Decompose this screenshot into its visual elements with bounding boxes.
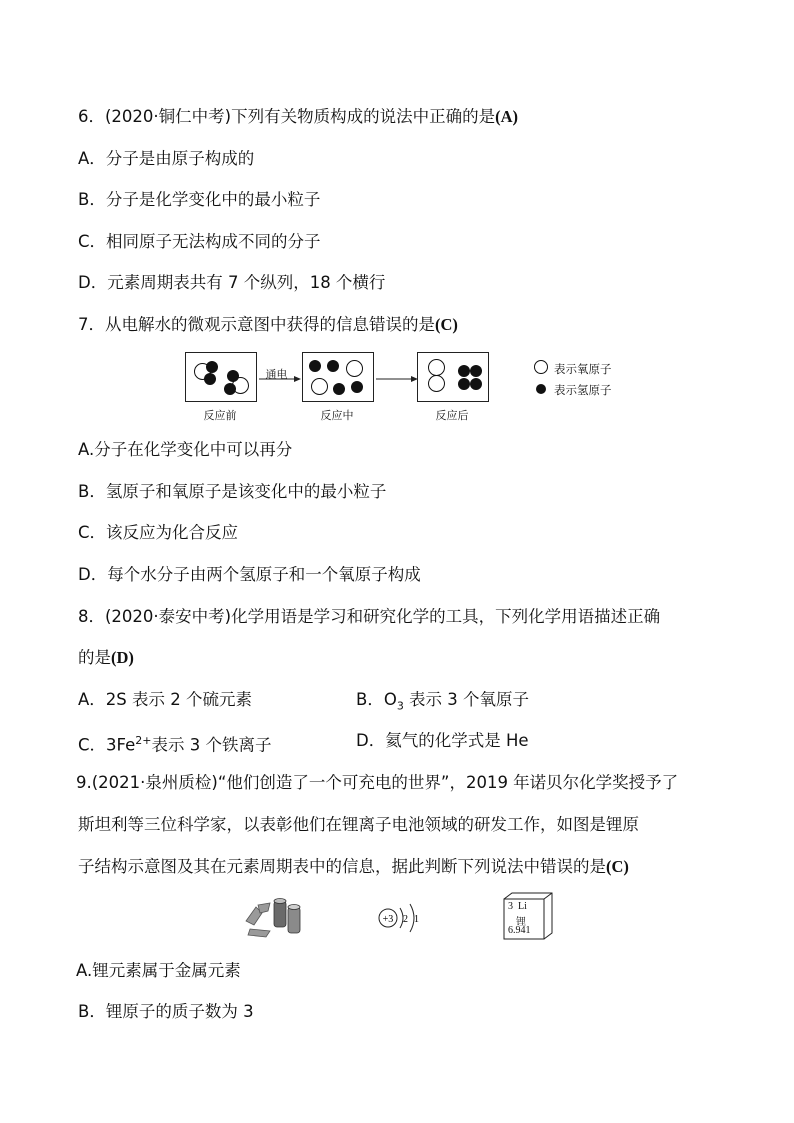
element-number-symbol [508,901,527,912]
element-name: 锂 [516,917,526,928]
q9-stem-line2: 斯坦利等三位科学家，以表彰他们在锂离子电池领域的研发工作，如图是锂原 [78,815,639,834]
hydrogen-atom [309,360,321,372]
battery-recycle-icon [240,893,306,939]
atomic-mass: 6.941 [508,925,531,936]
shell-1-count: 2 [403,914,408,925]
box-before [185,352,257,402]
hydrogen-atom [458,365,470,377]
legend-hydrogen-icon [536,384,546,394]
oxygen-atom [346,360,363,377]
hydrogen-atom [227,370,239,382]
hydrogen-atom [206,361,218,373]
arrow-label: 通电 [265,368,288,381]
q9-answer: (C) [606,857,629,876]
electrolysis-diagram [185,352,625,424]
q8-stem-line1: 8．(2020·泰安中考)化学用语是学习和研究化学的工具，下列化学用语描述正确 [78,607,661,626]
hydrogen-atom [458,378,470,390]
arrow-right-icon [258,374,302,384]
q6-option-a: A．分子是由原子构成的 [78,149,255,168]
caption-during: 反应中 [320,409,354,422]
q9-stem-line3 [78,856,629,878]
q8-option-c-formula: C．3Fe [78,735,136,755]
lithium-atom-structure-diagram [376,900,426,936]
q8-option-d: D．氦气的化学式是 He [356,731,529,750]
q8-text: 的是 [78,648,111,667]
q9-stem-line1: 9.(2021·泉州质检)“他们创造了一个可充电的世界”，2019 年诺贝尔化学奖授予了 [76,773,679,792]
hydrogen-atom [470,378,482,390]
q7-option-a: A.分子在化学变化中可以再分 [78,440,293,459]
q6-option-c: C．相同原子无法构成不同的分子 [78,232,321,251]
legend-hydrogen-label: 表示氢原子 [554,383,612,397]
q7-option-d: D．每个水分子由两个氢原子和一个氧原子构成 [78,565,421,584]
q8-stem-line2 [78,647,134,669]
q6-stem [78,106,518,128]
q7-option-c: C．该反应为化合反应 [78,523,239,542]
oxygen-atom [428,375,445,392]
q7-answer: (C) [435,315,458,334]
q8-option-c-text: 表示 3 个铁离子 [151,735,272,755]
arrow-right-icon [375,374,419,384]
periodic-table-cell [503,892,553,940]
oxygen-atom [428,359,445,376]
legend-oxygen-icon [534,360,548,374]
hydrogen-atom [327,360,339,372]
q8-answer: (D) [111,648,134,667]
q8-option-c-superscript: 2+ [135,734,152,747]
hydrogen-atom [470,365,482,377]
q9-option-b: B．锂原子的质子数为 3 [78,1002,254,1021]
hydrogen-atom [204,373,216,385]
q7-text: 7．从电解水的微观示意图中获得的信息错误的是 [78,315,435,334]
q7-option-b: B．氢原子和氧原子是该变化中的最小粒子 [78,482,387,501]
q9-text: 子结构示意图及其在元素周期表中的信息，据此判断下列说法中错误的是 [78,857,606,876]
shell-2-count: 1 [414,914,419,925]
box-during [302,352,374,402]
q8-option-c [78,730,271,757]
q6-source: 铜仁中考 [158,107,225,126]
oxygen-atom [311,378,328,395]
hydrogen-atom [351,381,363,393]
caption-before: 反应前 [203,409,237,422]
q6-option-b: B．分子是化学变化中的最小粒子 [78,190,321,209]
q8-option-b [356,689,529,717]
box-after [417,352,489,402]
hydrogen-atom [224,383,236,395]
legend-oxygen-label: 表示氧原子 [554,362,612,376]
q6-answer: (A) [495,107,519,126]
q8-option-b-text: 表示 3 个氧原子 [403,690,530,709]
atomic-number: 3 [508,901,513,912]
q6-option-d: D．元素周期表共有 7 个纵列，18 个横行 [78,273,386,292]
q8-option-b-subscript: 3 [396,699,404,713]
q8-option-b-formula: B．O [356,690,397,709]
q7-stem [78,314,458,336]
hydrogen-atom [333,383,345,395]
caption-after: 反应后 [435,409,469,422]
nucleus-charge: +3 [382,914,394,925]
q6-text: )下列有关物质构成的说法中正确的是 [224,107,496,126]
q9-option-a: A.锂元素属于金属元素 [76,961,241,980]
q6-number: 6．(2020· [78,107,159,126]
element-symbol: Li [518,901,527,912]
q8-option-a: A．2S 表示 2 个硫元素 [78,690,252,709]
